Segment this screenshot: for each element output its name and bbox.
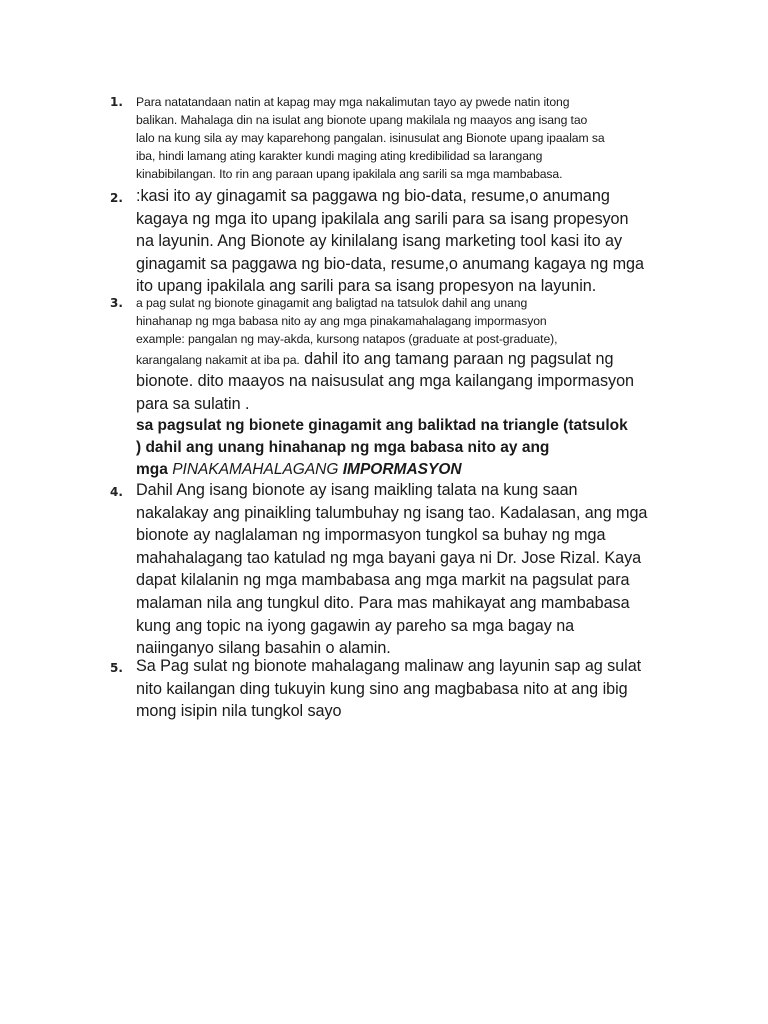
bold-paragraph <box>136 415 696 481</box>
text-fragment: karangalang nakamit at iba pa. <box>136 353 300 367</box>
text-line: hinahanap ng mga babasa nito ay ang mga pinakamahalagang impormasyon <box>136 314 547 328</box>
text-line: example: pangalan ng may-akda, kursong natapos (graduate at post-graduate), <box>136 332 558 346</box>
text-line: na layunin. Ang Bionote ay kinilalang isang marketing tool kasi ito ay <box>136 232 623 251</box>
mixed-line <box>136 348 696 370</box>
text-fragment: mga <box>136 461 173 479</box>
list-item-3-text <box>136 294 696 481</box>
text-line: nakalakay ang pinaikling talumbuhay ng isang tao. Kadalasan, ang mga <box>136 503 648 522</box>
bold-italic-text: IMPORMASYON <box>342 461 462 479</box>
text-line: Dahil Ang isang bionote ay isang maikling talata na kung saan <box>136 481 578 499</box>
text-line: lalo na kung sila ay may kaparehong pangalan. isinusulat ang Bionote upang ipaalam sa <box>136 131 605 145</box>
list-number-2: 2. <box>110 191 123 205</box>
list-number-5: 5. <box>110 661 123 675</box>
text-line: para sa sulatin . <box>136 394 250 413</box>
text-line: naiinganyo silang basahin o alamin. <box>136 639 391 658</box>
list-number-4: 4. <box>110 485 123 499</box>
text-line: mahahalagang tao katulad ng mga bayani gaya ni Dr. Jose Rizal. Kaya <box>136 548 642 567</box>
list-item-4-text <box>136 479 696 660</box>
text-line: a pag sulat ng bionote ginagamit ang baligtad na tatsulok dahil ang unang <box>136 296 528 310</box>
text-line: mong isipin nila tungkol sayo <box>136 702 342 721</box>
text-line: Para natatandaan natin at kapag may mga nakalimutan tayo ay pwede natin itong <box>136 95 570 109</box>
text-line: ) dahil ang unang hinahanap ng mga babasa nito ay ang <box>136 439 550 457</box>
text-line: dapat kilalanin ng mga mambabasa ang mga markit na pagsulat para <box>136 571 630 590</box>
text-fragment: dahil ito ang tamang paraan ng pagsulat ng <box>299 350 614 368</box>
text-line: kagaya ng mga ito upang ipakilala ang sarili para sa isang propesyon <box>136 209 629 228</box>
list-item-5-text <box>136 655 696 723</box>
text-line: malaman nila ang tungkul dito. Para mas mahikayat ang mambabasa <box>136 593 630 612</box>
text-line: :kasi ito ay ginagamit sa paggawa ng bio-data, resume,o anumang <box>136 187 610 205</box>
text-line: sa pagsulat ng bionete ginagamit ang baliktad na triangle (tatsulok <box>136 417 628 435</box>
text-line: iba, hindi lamang ating karakter kundi maging ating kredibilidad sa larangang <box>136 149 543 163</box>
text-line-emphasis <box>136 459 696 481</box>
text-line: kung ang topic na iyong gagawin ay pareho sa mga bagay na <box>136 616 575 635</box>
text-line: kinabibilangan. Ito rin ang paraan upang ipakilala ang sarili sa mga mambabasa. <box>136 167 563 181</box>
list-number-1: 1. <box>110 95 123 109</box>
text-line: bionote. dito maayos na naisusulat ang mga kailangang impormasyon <box>136 372 634 390</box>
italic-text: PINAKAMAHALAGANG <box>172 461 339 479</box>
list-item-2-text <box>136 185 696 298</box>
list-number-3: 3. <box>110 296 123 310</box>
text-line: Sa Pag sulat ng bionote mahalagang malinaw ang layunin sap ag sulat <box>136 657 642 675</box>
list-item-1-text <box>136 93 696 183</box>
text-line: bionote ay naglalaman ng impormasyon tungkol sa buhay ng mga <box>136 526 606 545</box>
text-line: nito kailangan ding tukuyin kung sino ang magbabasa nito at ang ibig <box>136 679 628 698</box>
text-line: balikan. Mahalaga din na isulat ang bionote upang makilala ng maayos ang isang tao <box>136 113 588 127</box>
text-line: ginagamit sa paggawa ng bio-data, resume,o anumang kagaya ng mga <box>136 254 644 273</box>
text-line: ito upang ipakilala ang sarili para sa isang propesyon na layunin. <box>136 277 597 296</box>
